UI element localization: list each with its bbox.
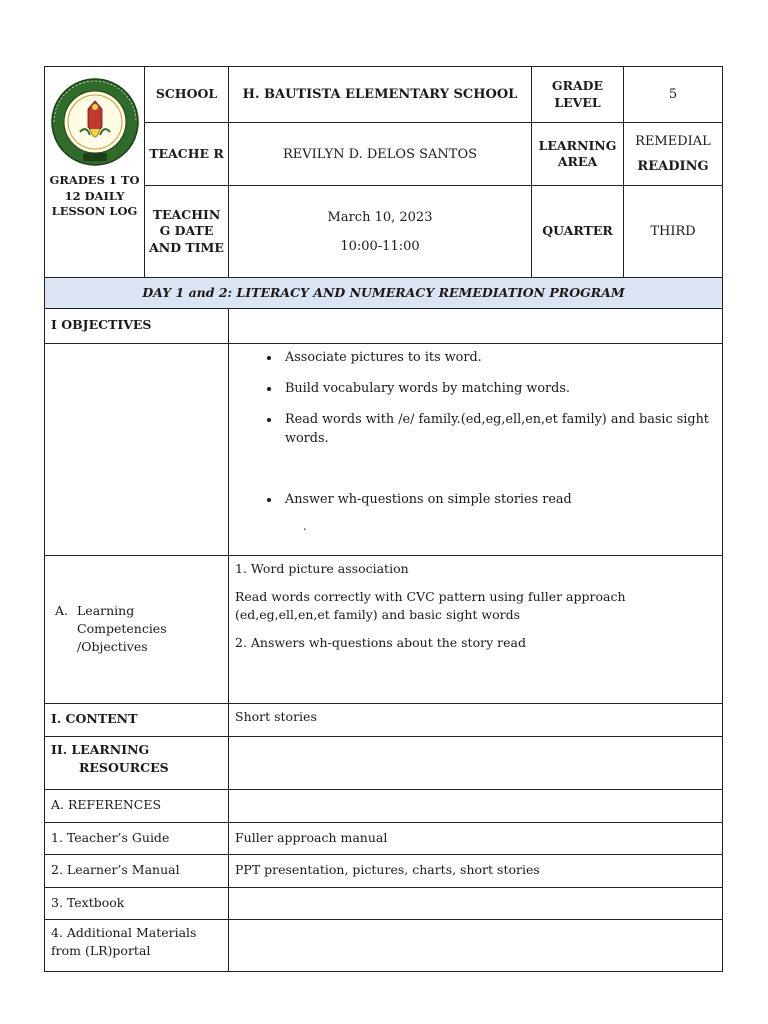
teachers-guide-label: 1. Teacher’s Guide <box>45 822 229 854</box>
school-label: SCHOOL <box>145 67 229 123</box>
objective-item: • Answer wh-questions on simple stories read <box>281 490 722 509</box>
objective-item: • Read words with /e/ family.(ed,eg,ell,en,et family) and basic sight words. <box>281 410 722 448</box>
competency-line2: Read words correctly with CVC pattern using fuller approach (ed,eg,ell,en,et family) and basic sight words <box>235 588 626 622</box>
header-table <box>44 66 723 278</box>
competencies-value <box>229 555 723 703</box>
objectives-left-empty <box>45 343 229 555</box>
competency-line1: 1. Word picture association <box>235 560 409 576</box>
learning-resources-line1: II. LEARNING <box>51 741 150 757</box>
learning-area-value <box>624 123 723 186</box>
day-banner: DAY 1 and 2: LITERACY AND NUMERACY REMEDIATION PROGRAM <box>45 277 723 308</box>
learning-area-line1: REMEDIAL <box>635 134 711 149</box>
learning-resources-empty <box>229 736 723 789</box>
objectives-heading: I OBJECTIVES <box>45 308 229 343</box>
content-label: I. CONTENT <box>45 703 229 736</box>
competencies-text: Learning Competencies /Objectives <box>77 602 167 655</box>
teaching-date-value <box>229 186 532 278</box>
teaching-time: 10:00-11:00 <box>340 238 420 254</box>
learning-area-line2: READING <box>637 159 709 174</box>
lesson-log-sheet <box>44 66 722 972</box>
grade-level-label: GRADE LEVEL <box>532 67 624 123</box>
teachers-guide-value: Fuller approach manual <box>229 822 723 854</box>
seal-icon <box>50 77 140 167</box>
textbook-label: 3. Textbook <box>45 887 229 919</box>
lesson-table <box>44 277 723 972</box>
learners-manual-value: PPT presentation, pictures, charts, short stories <box>229 854 723 887</box>
teacher-label: TEACHE R <box>145 123 229 186</box>
references-label: A. REFERENCES <box>45 789 229 822</box>
objective-item: • Build vocabulary words by matching words. <box>281 379 722 398</box>
textbook-value <box>229 887 723 919</box>
daily-lesson-log-title: GRADES 1 TO 12 DAILY LESSON LOG <box>49 173 140 219</box>
competencies-label <box>55 602 222 656</box>
teaching-date-label: TEACHIN G DATE AND TIME <box>145 186 229 278</box>
additional-materials-label: 4. Additional Materials from (LR)portal <box>45 919 229 971</box>
objectives-list-cell <box>229 343 723 555</box>
competency-line3: 2. Answers wh-questions about the story read <box>235 634 526 650</box>
grade-level-value: 5 <box>624 67 723 123</box>
references-empty <box>229 789 723 822</box>
competencies-letter: A. <box>55 602 69 618</box>
quarter-label: QUARTER <box>532 186 624 278</box>
division-seal-logo <box>50 77 140 167</box>
additional-materials-value <box>229 919 723 971</box>
trailing-dot: . <box>303 519 307 534</box>
learners-manual-label: 2. Learner’s Manual <box>45 854 229 887</box>
quarter-value: THIRD <box>624 186 723 278</box>
learning-resources-label <box>45 736 229 789</box>
school-value: H. BAUTISTA ELEMENTARY SCHOOL <box>229 67 532 123</box>
learning-area-label: LEARNING AREA <box>532 123 624 186</box>
teacher-value: REVILYN D. DELOS SANTOS <box>229 123 532 186</box>
teaching-date: March 10, 2023 <box>327 209 433 225</box>
competencies-label-cell <box>45 555 229 703</box>
objectives-list <box>229 348 722 510</box>
logo-cell <box>45 67 145 278</box>
content-value: Short stories <box>229 703 723 736</box>
learning-resources-line2: RESOURCES <box>79 759 169 775</box>
objectives-heading-empty <box>229 308 723 343</box>
objective-item: • Associate pictures to its word. <box>281 348 722 367</box>
